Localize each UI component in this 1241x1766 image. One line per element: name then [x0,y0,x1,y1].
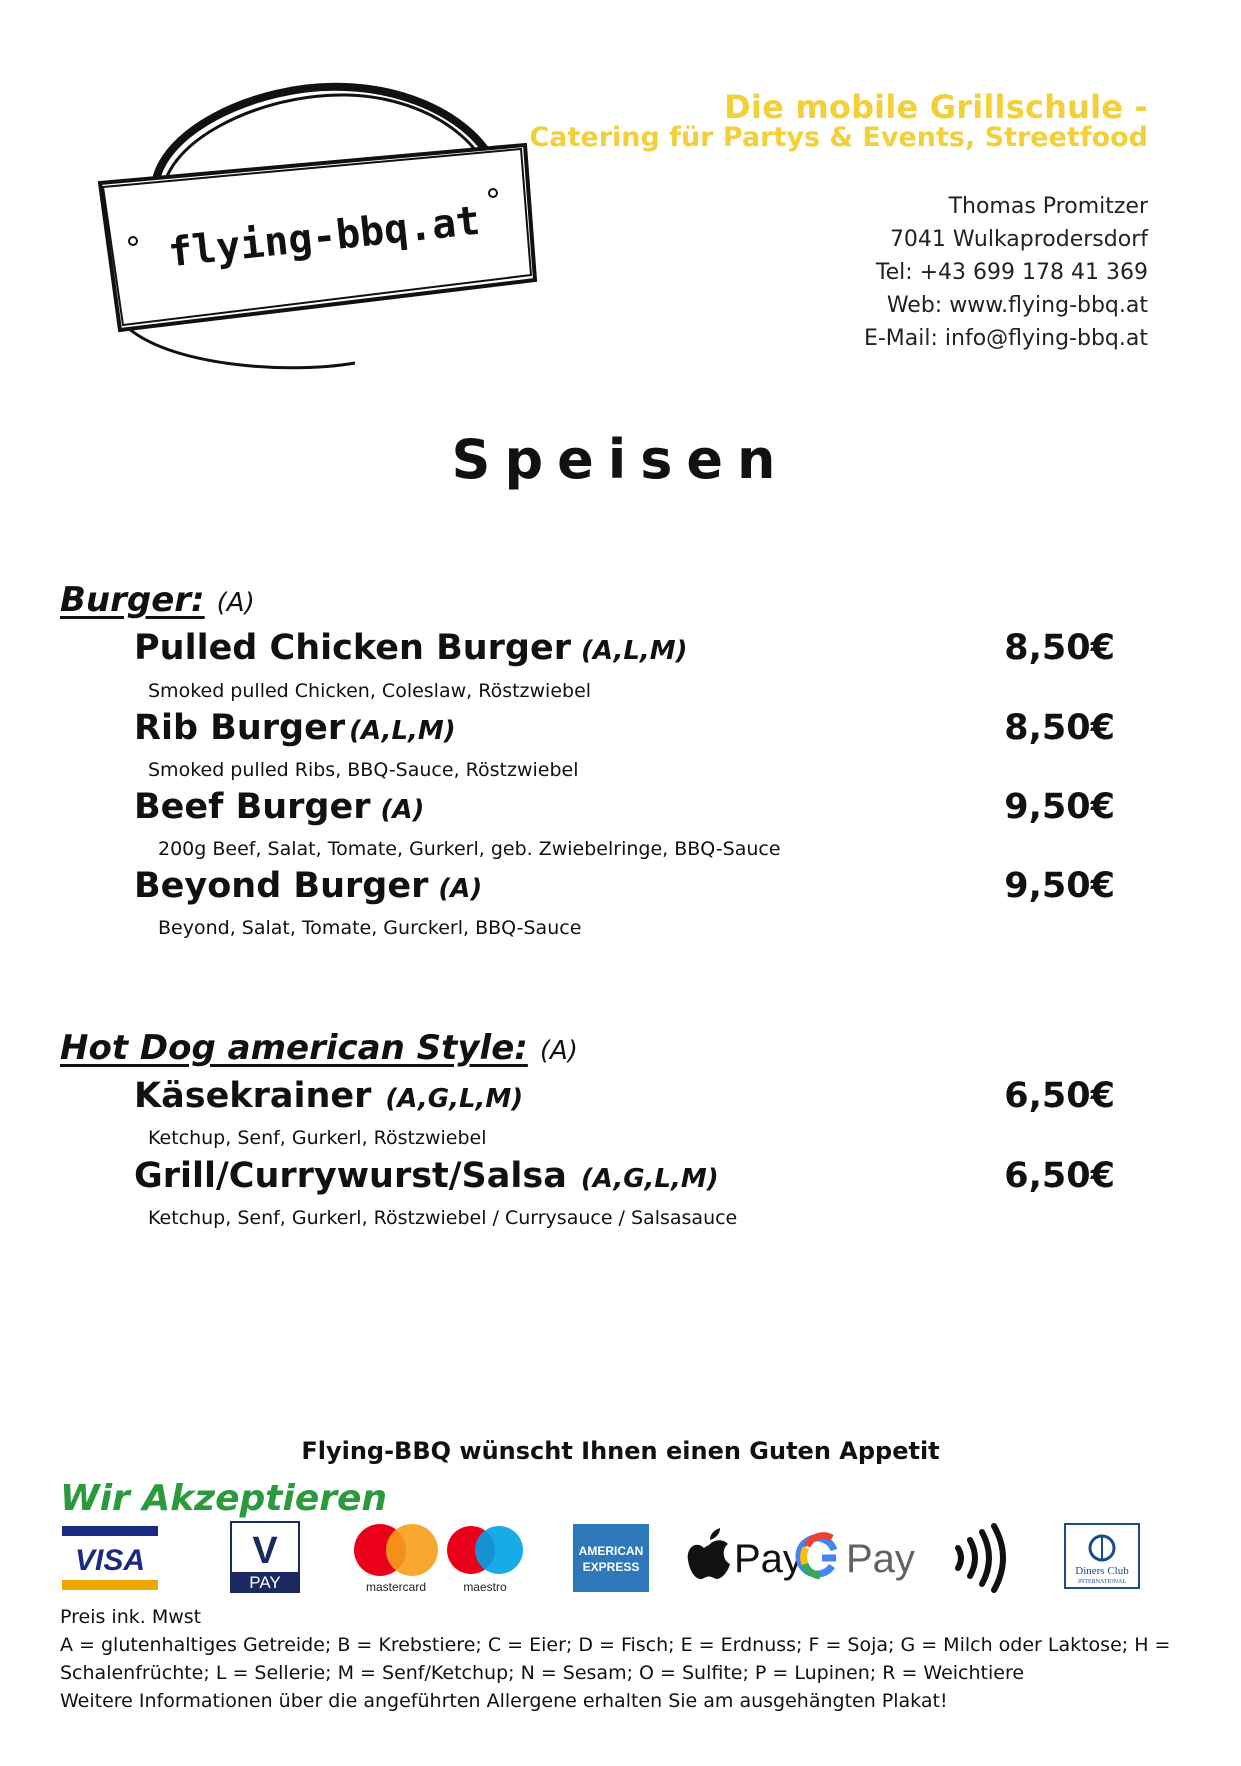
svg-text:Pay: Pay [734,1537,803,1581]
item-allergens: (A,L,M) [349,716,456,746]
svg-text:V: V [252,1530,278,1572]
item-price: 9,50€ [1004,866,1115,906]
section-heading-burger [60,580,255,620]
section-heading-hot-dog [60,1028,578,1068]
apple-pay-logo-icon [684,1520,803,1595]
svg-text:Diners Club: Diners Club [1075,1565,1129,1577]
accept-heading: Wir Akzeptieren [60,1478,388,1519]
item-name: Rib Burger [134,708,346,748]
svg-text:PAY: PAY [249,1573,281,1592]
section-title: Hot Dog american Style: [60,1028,528,1068]
item-allergens: (A,G,L,M) [580,1164,719,1194]
tagline-secondary: Catering für Partys & Events, Streetfood [529,122,1148,153]
vpay-logo-icon [230,1520,300,1595]
menu-item-rib-burger [134,708,456,748]
section-title: Burger: [60,580,205,620]
item-name: Beyond Burger [134,866,429,906]
item-price: 9,50€ [1004,787,1115,827]
item-price: 8,50€ [1004,708,1115,748]
svg-text:AMERICAN: AMERICAN [578,1544,644,1558]
contact-block [864,190,1148,355]
menu-item-kaesekrainer [134,1076,523,1116]
item-description: 200g Beef, Salat, Tomate, Gurkerl, geb. Zwiebelringe, BBQ-Sauce [158,838,781,860]
logo-text: flying-bbq.at [166,197,483,277]
section-allergens: (A) [539,1036,578,1066]
item-description: Ketchup, Senf, Gurkerl, Röstzwiebel [148,1127,487,1149]
menu-item-grill-currywurst-salsa [134,1156,719,1196]
item-price: 6,50€ [1004,1076,1115,1116]
contact-web[interactable]: Web: www.flying-bbq.at [886,293,1148,318]
item-allergens: (A) [380,795,425,825]
svg-text:VISA: VISA [74,1544,146,1577]
item-description: Ketchup, Senf, Gurkerl, Röstzwiebel / Currysauce / Salsasauce [148,1207,738,1229]
svg-text:maestro: maestro [463,1580,507,1594]
item-allergens: (A,L,M) [580,636,688,666]
maestro-logo-icon [445,1520,525,1595]
svg-text:EXPRESS: EXPRESS [582,1560,640,1574]
svg-text:Pay: Pay [846,1537,915,1581]
contactless-icon [948,1520,1008,1595]
item-allergens: (A,G,L,M) [385,1084,524,1114]
allergen-info: Weitere Informationen über die angeführten Allergene erhalten Sie am ausgehängten Plakat! [60,1690,948,1712]
contact-name: Thomas Promitzer [948,194,1148,219]
item-allergens: (A) [438,874,483,904]
item-name: Grill/Currywurst/Salsa [134,1156,567,1196]
svg-text:mastercard: mastercard [365,1580,427,1594]
item-name: Beef Burger [134,787,371,827]
contact-address: 7041 Wulkaprodersdorf [889,227,1148,252]
page-title: Speisen [451,428,790,491]
visa-logo-icon [60,1520,160,1595]
item-description: Smoked pulled Ribs, BBQ-Sauce, Röstzwiebel [148,759,579,781]
item-name: Käsekrainer [134,1076,372,1116]
footer-notes [60,1603,1180,1715]
mastercard-logo-icon [350,1520,442,1595]
greeting: Flying-BBQ wünscht Ihnen einen Guten Appetit [301,1437,940,1465]
contact-phone[interactable]: Tel: +43 699 178 41 369 [875,260,1148,285]
item-price: 8,50€ [1004,628,1115,668]
price-note: Preis ink. Mwst [60,1606,202,1628]
tagline-primary: Die mobile Grillschule - [724,88,1148,126]
menu-item-beef-burger [134,787,424,827]
svg-text:INTERNATIONAL: INTERNATIONAL [1078,1579,1126,1585]
diners-club-logo-icon [1064,1520,1140,1595]
menu-item-beyond-burger [134,866,482,906]
section-allergens: (A) [216,588,255,618]
item-name: Pulled Chicken Burger [134,628,571,668]
american-express-logo-icon [572,1520,650,1595]
google-pay-logo-icon [798,1520,920,1595]
item-description: Beyond, Salat, Tomate, Gurckerl, BBQ-Sauce [158,917,582,939]
item-description: Smoked pulled Chicken, Coleslaw, Röstzwiebel [148,680,592,702]
contact-email[interactable]: E-Mail: info@flying-bbq.at [863,326,1148,351]
allergen-legend: A = glutenhaltiges Getreide; B = Krebstiere; C = Eier; D = Fisch; E = Erdnuss; F = Soja; G = Milch oder Laktose; H = Schalenfrüchte; L = Sellerie; M = Senf/Ketchup; N = Sesam; O = Sulfite; P = Lupinen; R = Weichtiere [60,1634,1171,1684]
menu-item-pulled-chicken-burger [134,628,688,668]
item-price: 6,50€ [1004,1156,1115,1196]
flying-bbq-logo [95,75,545,375]
